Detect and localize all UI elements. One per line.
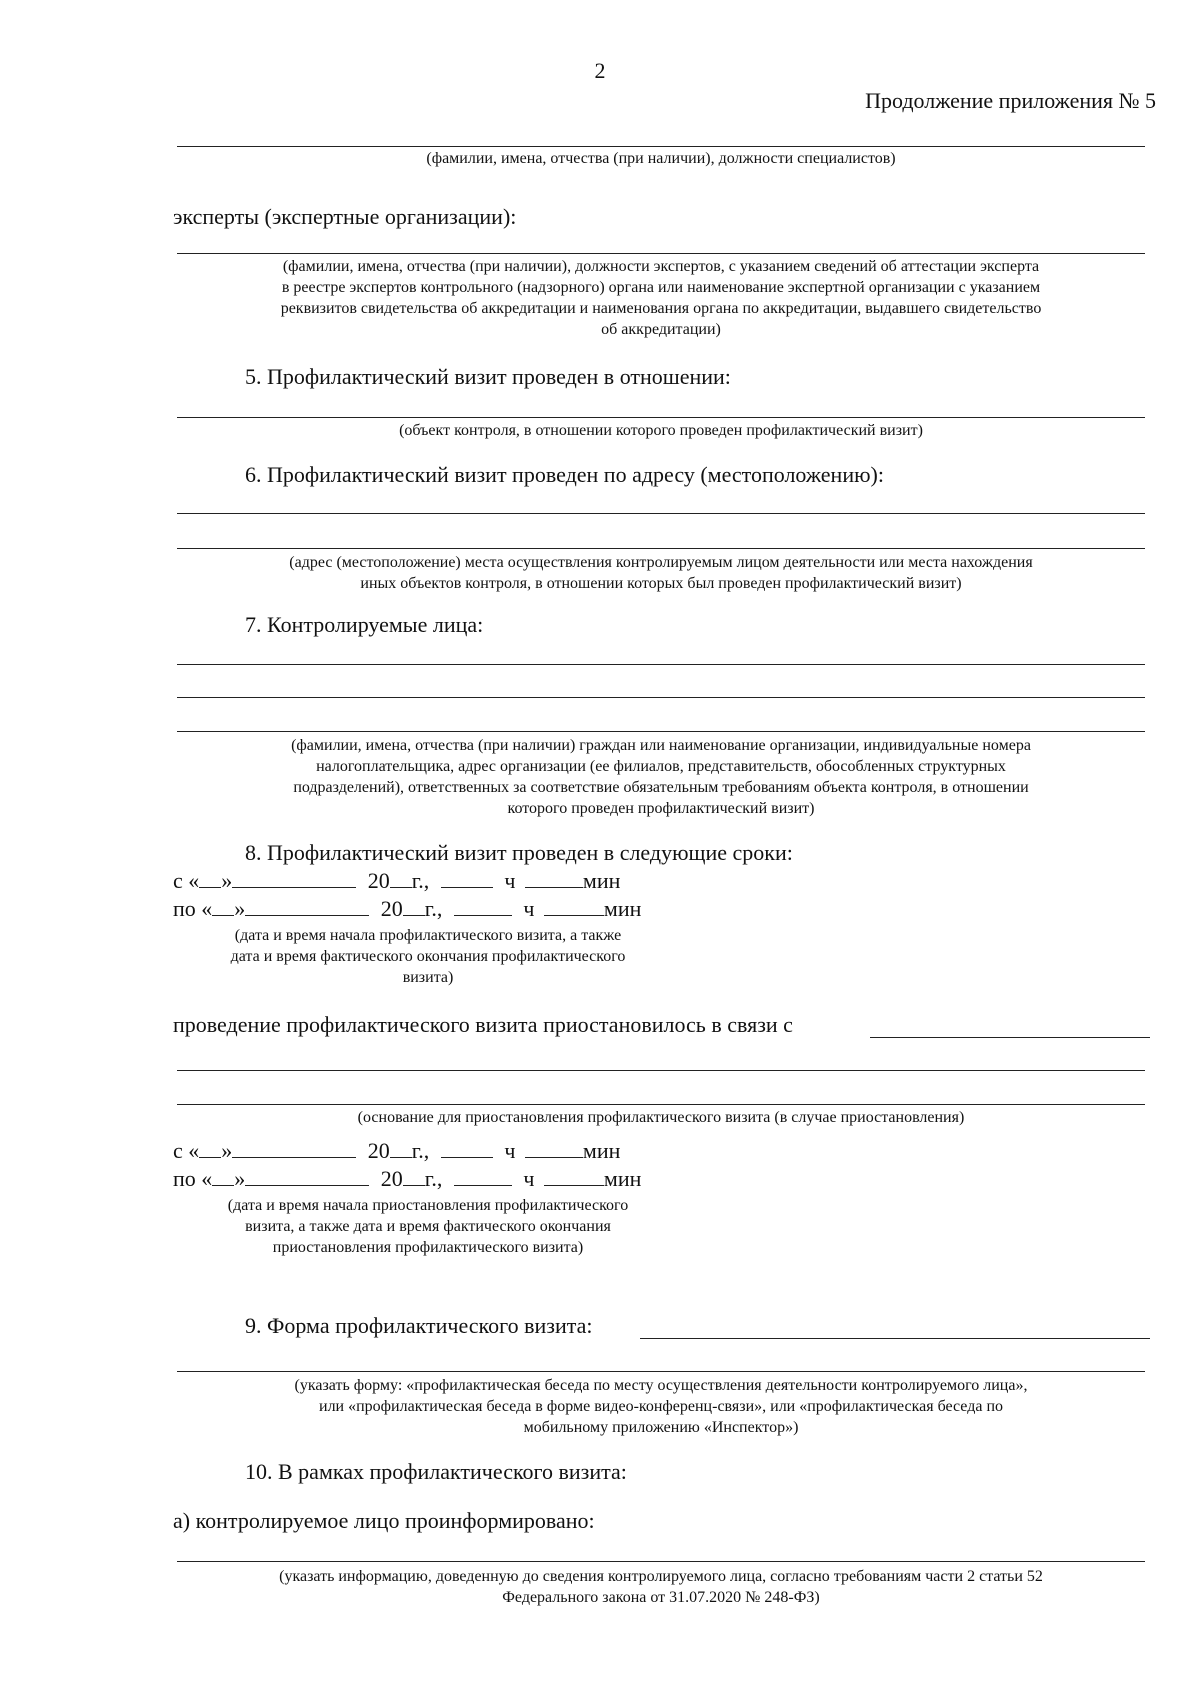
blank-line [177, 253, 1145, 254]
date-from-row: с « » 20 г., ч мин [173, 868, 621, 893]
item-6: 6. Профилактический визит проведен по адресу (местоположению): [245, 462, 884, 487]
blank-line [177, 513, 1145, 514]
caption-7: (фамилии, имена, отчества (при наличии) граждан или наименование организации, индивидуальные номера налогоплательщика, адрес организации (ее филиалов, представительств, обособленных структурных подразделений), ответственных за соответствие обязательным требованиям объекта контроля, в отношении которого проведен профилактический визит) [291, 737, 1031, 817]
blank-line [177, 548, 1145, 549]
caption-9: (указать форму: «профилактическая беседа по месту осуществления деятельности контролируемого лица», или «профилактическая беседа в форме видео-конференц-связи», или «профилактическая беседа по мобильному приложению «Инспектор») [294, 1377, 1028, 1436]
blank-line [640, 1338, 1150, 1339]
date-to-row: по « » 20 г., ч мин [173, 896, 642, 921]
caption-suspend: (основание для приостановления профилактического визита (в случае приостановления) [357, 1109, 965, 1126]
item-8: 8. Профилактический визит проведен в следующие сроки: [245, 840, 793, 865]
caption-6: (адрес (местоположение) места осуществления контролируемым лицом деятельности или места нахождения иных объектов контроля, в отношении которых был проведен профилактический визит) [289, 554, 1033, 592]
blank-line [177, 146, 1145, 147]
item-10a: а) контролируемое лицо проинформировано: [173, 1508, 595, 1533]
page-number: 2 [594, 58, 606, 83]
blank-line [870, 1037, 1150, 1038]
caption-10a: (указать информацию, доведенную до сведения контролируемого лица, согласно требованиям части 2 статьи 52 Федерального закона от 31.07.2020 № 248-ФЗ) [279, 1568, 1043, 1606]
page-header: Продолжение приложения № 5 [865, 88, 1156, 113]
blank-line [177, 1070, 1145, 1071]
blank-line [177, 1371, 1145, 1372]
experts-label: эксперты (экспертные организации): [173, 204, 517, 229]
caption-experts: (фамилии, имена, отчества (при наличии), должности экспертов, с указанием сведений об аттестации эксперта в реестре экспертов контрольного (надзорного) органа или наименование экспертной организации с указанием реквизитов свидетельства об аккредитации и наименования органа по аккредитации, выдавшего свидетельство об аккредитации) [280, 258, 1042, 338]
blank-line [177, 731, 1145, 732]
caption-8: (дата и время начала профилактического визита, а также дата и время фактического окончания профилактического визита) [230, 927, 626, 986]
caption-suspend-dates: (дата и время начала приостановления профилактического визита, а также дата и время фактического окончания приостановления профилактического визита) [227, 1197, 629, 1256]
blank-line [177, 664, 1145, 665]
item-9: 9. Форма профилактического визита: [245, 1313, 593, 1338]
suspend-to-row: по « » 20 г., ч мин [173, 1166, 642, 1191]
caption-5: (объект контроля, в отношении которого проведен профилактический визит) [399, 422, 923, 439]
item-5: 5. Профилактический визит проведен в отношении: [245, 364, 731, 389]
item-10: 10. В рамках профилактического визита: [245, 1459, 627, 1484]
blank-line [177, 1561, 1145, 1562]
caption-specialists: (фамилии, имена, отчества (при наличии), должности специалистов) [426, 150, 896, 167]
suspend-label: проведение профилактического визита приостановилось в связи с [173, 1012, 793, 1037]
blank-line [177, 697, 1145, 698]
blank-line [177, 417, 1145, 418]
suspend-from-row: с « » 20 г., ч мин [173, 1138, 621, 1163]
item-7: 7. Контролируемые лица: [245, 612, 484, 637]
blank-line [177, 1104, 1145, 1105]
